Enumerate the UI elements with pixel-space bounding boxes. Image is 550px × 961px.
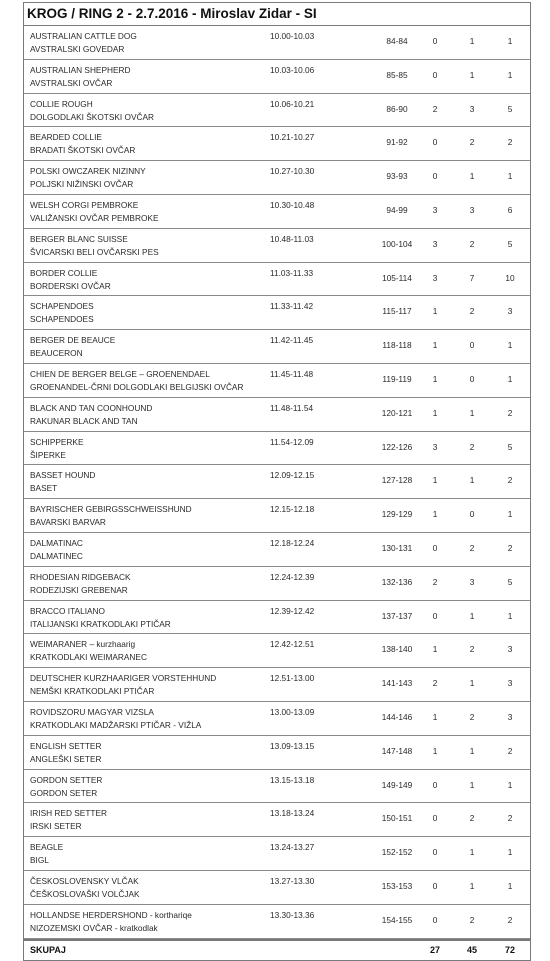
catalogue-range: 120-121 bbox=[381, 407, 413, 418]
judging-time: 11.42-11.45 bbox=[270, 335, 314, 346]
count-total: 5 bbox=[507, 238, 513, 249]
breed-cell bbox=[30, 875, 140, 901]
table-row bbox=[24, 702, 530, 736]
catalogue-range: 132-136 bbox=[381, 576, 413, 587]
table-row bbox=[24, 229, 530, 263]
breed-local-name: DALMATINEC bbox=[30, 550, 83, 561]
count-2: 1 bbox=[469, 610, 475, 621]
count-2: 2 bbox=[469, 711, 475, 722]
breed-cell bbox=[30, 267, 111, 293]
count-1: 3 bbox=[432, 204, 438, 215]
count-1: 2 bbox=[432, 678, 438, 689]
breed-name: GORDON SETTER bbox=[30, 774, 103, 785]
count-1: 0 bbox=[432, 137, 438, 148]
judging-time: 12.15-12.18 bbox=[270, 504, 315, 515]
count-2: 2 bbox=[469, 137, 475, 148]
count-2: 2 bbox=[469, 238, 475, 249]
catalogue-range: 84-84 bbox=[386, 36, 408, 46]
breed-cell bbox=[30, 300, 94, 326]
count-2: 1 bbox=[469, 678, 475, 689]
breed-name: BAYRISCHER GEBIRGSSCHWEISSHUND bbox=[30, 504, 192, 515]
breed-local-name: VALIŽANSKI OVČAR PEMBROKE bbox=[30, 212, 159, 223]
breed-cell bbox=[30, 64, 131, 90]
judging-time: 12.42-12.51 bbox=[270, 639, 315, 650]
catalogue-range: 86-90 bbox=[386, 103, 408, 114]
table-row bbox=[24, 803, 530, 837]
breed-cell bbox=[30, 807, 107, 833]
catalogue-range: 154-155 bbox=[381, 914, 413, 925]
judging-time: 11.33-11.42 bbox=[270, 301, 314, 312]
table-row bbox=[24, 296, 530, 330]
breed-local-name: AVSTRALSKI GOVEDAR bbox=[30, 44, 125, 54]
breed-name: SCHAPENDOES bbox=[30, 301, 94, 312]
breed-local-name: GORDON SETER bbox=[30, 787, 98, 798]
breed-name: BRACCO ITALIANO bbox=[30, 605, 105, 616]
count-1: 1 bbox=[432, 475, 438, 486]
breed-local-name: ŠVICARSKI BELI OVČARSKI PES bbox=[30, 246, 159, 257]
totals-label: SKUPAJ bbox=[30, 944, 66, 955]
judging-time: 12.18-12.24 bbox=[270, 537, 315, 548]
judging-time: 12.39-12.42 bbox=[270, 605, 315, 616]
breed-cell bbox=[30, 165, 146, 191]
breed-local-name: RAKUNAR BLACK AND TAN bbox=[30, 415, 138, 426]
count-total: 1 bbox=[507, 779, 513, 790]
count-total: 1 bbox=[507, 69, 513, 80]
catalogue-range: 100-104 bbox=[381, 238, 413, 249]
catalogue-range: 152-152 bbox=[381, 847, 413, 858]
breed-name: BERGER BLANC SUISSE bbox=[30, 233, 128, 244]
catalogue-range: 105-114 bbox=[382, 272, 412, 283]
table-row bbox=[24, 668, 530, 702]
breed-name: RHODESIAN RIDGEBACK bbox=[30, 571, 131, 582]
breed-table bbox=[24, 26, 530, 939]
breed-cell bbox=[30, 537, 83, 563]
breed-local-name: NIZOZEMSKI OVČAR - kratkodlak bbox=[30, 922, 158, 933]
schedule-sheet bbox=[23, 2, 531, 961]
count-2: 1 bbox=[469, 36, 475, 46]
count-2: 0 bbox=[469, 340, 475, 351]
breed-cell bbox=[30, 706, 201, 732]
breed-name: BLACK AND TAN COONHOUND bbox=[30, 402, 153, 413]
catalogue-range: 149-149 bbox=[381, 779, 413, 790]
count-total: 1 bbox=[507, 373, 513, 384]
breed-name: AUSTRALIAN SHEPHERD bbox=[30, 64, 131, 75]
breed-cell bbox=[30, 30, 137, 56]
breed-local-name: KRATKODLAKI MADŽARSKI PTIČAR - VIŽLA bbox=[30, 719, 202, 730]
breed-cell bbox=[30, 368, 243, 394]
count-1: 1 bbox=[432, 745, 438, 756]
breed-cell bbox=[30, 469, 95, 495]
judging-time: 11.45-11.48 bbox=[270, 368, 314, 379]
breed-name: ČESKOSLOVENSKY VLČAK bbox=[30, 875, 139, 886]
count-1: 1 bbox=[432, 340, 438, 351]
breed-cell bbox=[30, 334, 115, 360]
table-row bbox=[24, 601, 530, 635]
count-2: 1 bbox=[469, 407, 475, 418]
count-1: 3 bbox=[432, 441, 438, 452]
catalogue-range: 153-153 bbox=[381, 880, 413, 891]
breed-local-name: NEMŠKI KRATKODLAKI PTIČAR bbox=[30, 686, 155, 697]
count-1: 2 bbox=[432, 576, 438, 587]
count-total: 1 bbox=[507, 610, 513, 621]
count-total: 5 bbox=[507, 441, 513, 452]
count-2: 3 bbox=[469, 103, 475, 114]
table-row bbox=[24, 263, 530, 297]
judging-time: 10.06-10.21 bbox=[270, 98, 315, 109]
count-total: 1 bbox=[507, 847, 513, 858]
judging-time: 13.27-13.30 bbox=[270, 875, 315, 886]
breed-name: DEUTSCHER KURZHAARIGER VORSTEHHUND bbox=[30, 673, 217, 684]
count-2: 2 bbox=[469, 813, 475, 824]
count-total: 2 bbox=[507, 542, 513, 553]
table-row bbox=[24, 770, 530, 804]
table-row bbox=[24, 60, 530, 94]
count-1: 1 bbox=[432, 306, 438, 317]
breed-cell bbox=[30, 131, 135, 157]
breed-local-name: GROENANDEL-ČRNI DOLGODLAKI BELGIJSKI OVČAR bbox=[30, 381, 244, 392]
totals-sum: 72 bbox=[504, 944, 515, 955]
breed-local-name: ITALIJANSKI KRATKODLAKI PTIČAR bbox=[30, 618, 171, 629]
count-1: 0 bbox=[432, 69, 438, 80]
catalogue-range: 141-143 bbox=[381, 678, 413, 689]
judging-time: 13.30-13.36 bbox=[270, 909, 315, 920]
table-row bbox=[24, 432, 530, 466]
breed-cell bbox=[30, 672, 216, 698]
count-total: 2 bbox=[507, 407, 513, 418]
count-total: 10 bbox=[505, 272, 515, 283]
count-1: 3 bbox=[432, 238, 438, 249]
judging-time: 13.09-13.15 bbox=[270, 740, 315, 751]
breed-local-name: SCHAPENDOES bbox=[30, 314, 94, 325]
count-1: 3 bbox=[432, 272, 438, 283]
count-2: 3 bbox=[469, 576, 475, 587]
count-total: 1 bbox=[507, 509, 513, 520]
judging-time: 13.15-13.18 bbox=[270, 774, 315, 785]
catalogue-range: 94-99 bbox=[386, 204, 408, 215]
count-total: 1 bbox=[507, 171, 513, 182]
count-2: 2 bbox=[469, 441, 475, 452]
breed-local-name: IRSKI SETER bbox=[30, 821, 82, 832]
count-total: 3 bbox=[507, 644, 513, 655]
breed-cell bbox=[30, 774, 102, 800]
table-row bbox=[24, 736, 530, 770]
count-total: 2 bbox=[507, 813, 513, 824]
judging-time: 10.27-10.30 bbox=[270, 166, 315, 177]
count-2: 2 bbox=[469, 542, 475, 553]
breed-local-name: ANGLEŠKI SETER bbox=[30, 753, 102, 764]
catalogue-range: 85-85 bbox=[386, 69, 408, 80]
breed-name: BEARDED COLLIE bbox=[30, 132, 102, 143]
count-total: 2 bbox=[507, 137, 513, 148]
breed-cell bbox=[30, 233, 159, 259]
breed-cell bbox=[30, 503, 192, 529]
breed-name: DALMATINAC bbox=[30, 537, 83, 548]
breed-local-name: BASET bbox=[30, 483, 58, 494]
catalogue-range: 91-92 bbox=[386, 137, 408, 148]
count-1: 0 bbox=[432, 610, 438, 621]
catalogue-range: 119-119 bbox=[382, 373, 412, 384]
breed-name: POLSKI OWCZAREK NIZINNY bbox=[30, 166, 146, 177]
count-total: 5 bbox=[507, 103, 513, 114]
judging-time: 13.24-13.27 bbox=[270, 842, 315, 853]
count-total: 2 bbox=[507, 745, 513, 756]
table-row bbox=[24, 465, 530, 499]
breed-name: WEIMARANER – kurzhaarig bbox=[30, 639, 136, 650]
count-1: 0 bbox=[432, 779, 438, 790]
table-row bbox=[24, 905, 530, 939]
count-1: 0 bbox=[432, 847, 438, 858]
count-2: 2 bbox=[469, 914, 475, 925]
table-row bbox=[24, 161, 530, 195]
breed-cell bbox=[30, 436, 83, 462]
table-row bbox=[24, 94, 530, 128]
breed-cell bbox=[30, 605, 171, 631]
breed-local-name: AVSTRALSKI OVČAR bbox=[30, 77, 113, 88]
count-1: 0 bbox=[432, 542, 438, 553]
count-2: 1 bbox=[469, 69, 475, 80]
breed-local-name: RODEZIJSKI GREBENAR bbox=[30, 584, 128, 595]
breed-local-name: BRADATI ŠKOTSKI OVČAR bbox=[30, 145, 136, 156]
table-row bbox=[24, 26, 530, 60]
table-row bbox=[24, 533, 530, 567]
count-total: 5 bbox=[507, 576, 513, 587]
breed-cell bbox=[30, 199, 158, 225]
totals-row bbox=[24, 939, 530, 960]
breed-name: CHIEN DE BERGER BELGE – GROENENDAEL bbox=[30, 368, 210, 379]
count-total: 1 bbox=[507, 340, 513, 351]
count-total: 2 bbox=[507, 475, 513, 486]
breed-name: AUSTRALIAN CATTLE DOG bbox=[30, 31, 137, 41]
breed-cell bbox=[30, 841, 63, 867]
count-total: 1 bbox=[507, 36, 513, 46]
table-row bbox=[24, 634, 530, 668]
count-1: 0 bbox=[432, 171, 438, 182]
table-row bbox=[24, 567, 530, 601]
count-total: 3 bbox=[507, 306, 513, 317]
breed-local-name: POLJSKI NIŽINSKI OVČAR bbox=[30, 179, 134, 190]
breed-local-name: DOLGODLAKI ŠKOTSKI OVČAR bbox=[30, 111, 155, 122]
totals-count-2: 45 bbox=[466, 944, 477, 955]
count-2: 7 bbox=[469, 272, 475, 283]
breed-name: ENGLISH SETTER bbox=[30, 740, 102, 751]
breed-name: COLLIE ROUGH bbox=[30, 98, 93, 109]
breed-name: BASSET HOUND bbox=[30, 470, 96, 481]
judging-time: 10.48-11.03 bbox=[270, 233, 314, 244]
judging-time: 11.48-11.54 bbox=[270, 402, 314, 413]
breed-cell bbox=[30, 98, 154, 124]
catalogue-range: 138-140 bbox=[381, 644, 413, 655]
breed-cell bbox=[30, 402, 152, 428]
breed-name: SCHIPPERKE bbox=[30, 436, 84, 447]
judging-time: 12.09-12.15 bbox=[270, 470, 315, 481]
judging-time: 12.24-12.39 bbox=[270, 571, 315, 582]
table-row bbox=[24, 195, 530, 229]
table-row bbox=[24, 871, 530, 905]
breed-name: WELSH CORGI PEMBROKE bbox=[30, 199, 139, 210]
judging-time: 10.00-10.03 bbox=[270, 31, 315, 41]
table-row bbox=[24, 499, 530, 533]
breed-local-name: KRATKODLAKI WEIMARANEC bbox=[30, 652, 147, 663]
count-total: 3 bbox=[507, 711, 513, 722]
count-2: 2 bbox=[469, 644, 475, 655]
count-2: 2 bbox=[469, 306, 475, 317]
breed-cell bbox=[30, 740, 101, 766]
breed-local-name: BAVARSKI BARVAR bbox=[30, 517, 106, 528]
breed-local-name: BIGL bbox=[30, 855, 49, 866]
breed-cell bbox=[30, 571, 131, 597]
judging-time: 10.03-10.06 bbox=[270, 64, 315, 75]
count-2: 0 bbox=[469, 373, 475, 384]
judging-time: 10.21-10.27 bbox=[270, 132, 315, 143]
judging-time: 11.54-12.09 bbox=[270, 436, 314, 447]
catalogue-range: 127-128 bbox=[381, 475, 413, 486]
count-1: 0 bbox=[432, 880, 438, 891]
catalogue-range: 129-129 bbox=[381, 509, 413, 520]
catalogue-range: 137-137 bbox=[381, 610, 413, 621]
count-total: 3 bbox=[507, 678, 513, 689]
count-2: 3 bbox=[469, 204, 475, 215]
totals-count-1: 27 bbox=[429, 944, 440, 955]
count-2: 1 bbox=[469, 847, 475, 858]
count-1: 1 bbox=[432, 407, 438, 418]
count-2: 1 bbox=[469, 171, 475, 182]
breed-cell bbox=[30, 909, 192, 935]
catalogue-range: 115-117 bbox=[382, 306, 412, 317]
count-1: 1 bbox=[432, 711, 438, 722]
judging-time: 13.00-13.09 bbox=[270, 706, 315, 717]
count-1: 0 bbox=[432, 813, 438, 824]
count-total: 6 bbox=[507, 204, 513, 215]
count-2: 1 bbox=[469, 880, 475, 891]
breed-local-name: BEAUCERON bbox=[30, 348, 83, 359]
breed-name: BEAGLE bbox=[30, 842, 64, 853]
breed-local-name: ŠIPERKE bbox=[30, 449, 66, 460]
judging-time: 10.30-10.48 bbox=[270, 199, 315, 210]
page-title: KROG / RING 2 - 2.7.2016 - Miroslav Zidar - SI bbox=[24, 2, 530, 26]
table-row bbox=[24, 837, 530, 871]
count-2: 1 bbox=[469, 779, 475, 790]
catalogue-range: 93-93 bbox=[386, 171, 408, 182]
count-total: 1 bbox=[507, 880, 513, 891]
table-row bbox=[24, 364, 530, 398]
count-1: 1 bbox=[432, 373, 438, 384]
count-2: 1 bbox=[469, 745, 475, 756]
judging-time: 12.51-13.00 bbox=[270, 673, 315, 684]
breed-name: BORDER COLLIE bbox=[30, 267, 98, 278]
catalogue-range: 147-148 bbox=[381, 745, 413, 756]
count-2: 0 bbox=[469, 509, 475, 520]
breed-cell bbox=[30, 638, 147, 664]
table-row bbox=[24, 330, 530, 364]
breed-name: BERGER DE BEAUCE bbox=[30, 335, 116, 346]
count-1: 1 bbox=[432, 509, 438, 520]
count-1: 1 bbox=[432, 644, 438, 655]
catalogue-range: 122-126 bbox=[381, 441, 413, 452]
breed-name: ROVIDSZORU MAGYAR VIZSLA bbox=[30, 706, 154, 717]
count-1: 0 bbox=[432, 36, 438, 46]
breed-name: IRISH RED SETTER bbox=[30, 808, 107, 819]
breed-name: HOLLANDSE HERDERSHOND - korthariqe bbox=[30, 909, 192, 920]
count-1: 2 bbox=[432, 103, 438, 114]
count-1: 0 bbox=[432, 914, 438, 925]
table-row bbox=[24, 127, 530, 161]
catalogue-range: 144-146 bbox=[381, 711, 413, 722]
catalogue-range: 118-118 bbox=[382, 340, 412, 351]
breed-local-name: ČEŠKOSLOVAŠKI VOLČJAK bbox=[30, 888, 140, 899]
breed-local-name: BORDERSKI OVČAR bbox=[30, 280, 111, 291]
count-total: 2 bbox=[507, 914, 513, 925]
catalogue-range: 150-151 bbox=[381, 813, 413, 824]
table-row bbox=[24, 398, 530, 432]
catalogue-range: 130-131 bbox=[381, 542, 413, 553]
judging-time: 13.18-13.24 bbox=[270, 808, 315, 819]
judging-time: 11.03-11.33 bbox=[270, 267, 314, 278]
count-2: 1 bbox=[469, 475, 475, 486]
